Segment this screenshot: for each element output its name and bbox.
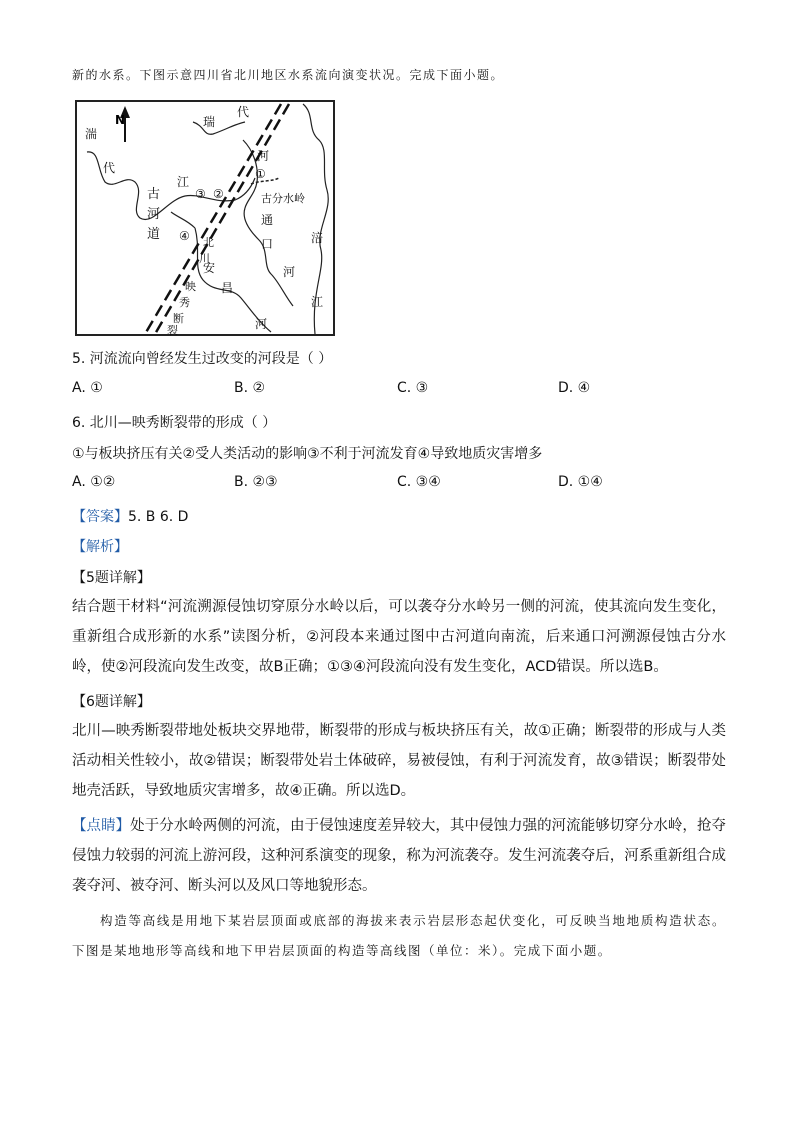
next-intro: 构造等高线是用地下某岩层顶面或底部的海拔来表示岩层形态起伏变化，可反映当地地质构造状态。下图是某地地形等高线和地下甲岩层顶面的构造等高线图（单位：米）。完成下面小题。 [72, 913, 726, 958]
q5-option-b[interactable]: B. ② [234, 380, 266, 396]
river-map [75, 100, 335, 336]
intro-text: 新的水系。下图示意四川省北川地区水系流向演变状况。完成下面小题。 [72, 68, 505, 82]
label-lie: 裂 [167, 324, 178, 336]
label-xiu: 秀 [179, 296, 190, 309]
label-he-gudao: 河 [147, 207, 161, 222]
label-he1: 河 [283, 265, 296, 279]
answer-text: 5. B 6. D [128, 509, 189, 525]
label-duan: 断 [173, 312, 184, 325]
label-chang: 昌 [221, 281, 234, 295]
q6-option-b[interactable]: B. ②③ [234, 474, 278, 490]
q6-option-a[interactable]: A. ①② [72, 474, 116, 490]
q5-option-a[interactable]: A. ① [72, 380, 103, 396]
label-circ2: ② [213, 187, 224, 201]
label-he2: 河 [255, 317, 268, 331]
label-kou: 口 [261, 237, 274, 251]
d5-tag: 【5题详解】 [72, 570, 151, 586]
label-he-north: 河 [257, 149, 270, 163]
north-label: N [115, 113, 126, 127]
label-circ1: ① [255, 167, 266, 181]
label-circ4: ④ [179, 229, 190, 243]
label-jiang2: 江 [177, 175, 190, 189]
label-tong: 通 [261, 213, 274, 227]
answer-tag: 【答案】 [72, 509, 128, 525]
tip-para [72, 811, 726, 901]
label-west-hu: 湍 [85, 127, 98, 141]
label-ying: 映 [185, 280, 196, 293]
label-north-dai: 代 [237, 105, 250, 119]
label-tu: 涪 [311, 231, 324, 245]
label-chuan: 川 [199, 252, 210, 265]
label-north-hu: 瑞 [203, 115, 216, 129]
d6-tag: 【6题详解】 [72, 694, 151, 710]
label-an: 安 [203, 261, 216, 275]
label-circ3: ③ [195, 187, 206, 201]
q5-stem: 5. 河流流向曾经发生过改变的河段是（ ） [72, 351, 333, 367]
label-gu: 古 [147, 187, 161, 202]
q6-items: ①与板块挤压有关②受人类活动的影响③不利于河流发育④导致地质灾害增多 [72, 446, 543, 462]
d5-text: 结合题干材料“河流溯源侵蚀切穿原分水岭以后，可以袭夺分水岭另一侧的河流，使其流向发生变化，重新组合成形新的水系”读图分析，②河段本来通过图中古河道向南流，后来通口河溯源侵蚀古分水岭，使②河段流向发生改变，故B正确；①③④河段流向没有发生变化，ACD错误。所以选B。 [72, 599, 726, 675]
tip-text: 处于分水岭两侧的河流，由于侵蚀速度差异较大，其中侵蚀力强的河流能够切穿分水岭，抢夺侵蚀力较弱的河流上游河段，这种河系演变的现象，称为河流袭夺。发生河流袭夺后，河系重新组合成袭夺河、被夺河、断头河以及风口等地貌形态。 [72, 818, 727, 894]
answer-line [72, 506, 188, 526]
analysis-tag: 【解析】 [72, 539, 128, 555]
q5-option-c[interactable]: C. ③ [397, 380, 429, 396]
q5-option-d[interactable]: D. ④ [558, 380, 591, 396]
q6-option-c[interactable]: C. ③④ [397, 474, 441, 490]
tip-tag: 【点睛】 [72, 818, 131, 834]
label-divide: 古分水岭 [261, 192, 305, 205]
label-west-dai: 代 [103, 161, 116, 175]
map-frame [76, 101, 334, 335]
label-jiang: 江 [311, 295, 324, 309]
label-dao: 道 [147, 227, 161, 242]
d6-text: 北川—映秀断裂带地处板块交界地带，断裂带的形成与板块挤压有关，故①正确；断裂带的形成与人类活动相关性较小，故②错误；断裂带处岩土体破碎，易被侵蚀，有利于河流发育，故③错误；断裂带处地壳活跃，导致地质灾害增多，故④正确。所以选D。 [72, 723, 726, 799]
q6-option-d[interactable]: D. ①④ [558, 474, 603, 490]
label-bei: 北 [203, 236, 214, 249]
q6-stem: 6. 北川—映秀断裂带的形成（ ） [72, 415, 277, 431]
